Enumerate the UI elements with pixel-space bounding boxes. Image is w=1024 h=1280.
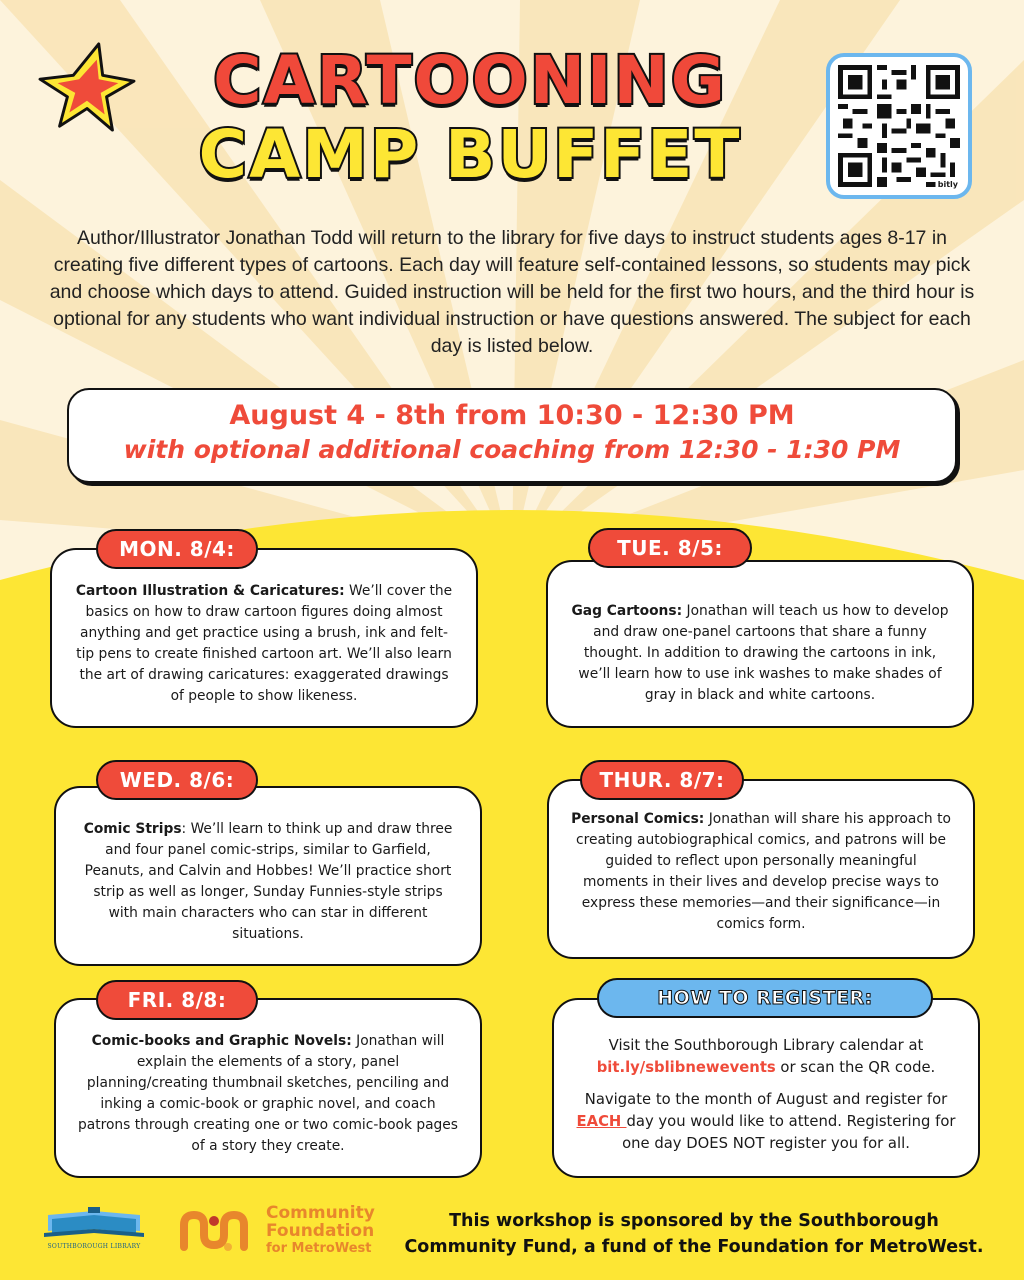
day-body: Jonathan will explain the elements of a story, panel planning/creating thumbnail sketches, penciling and inking a comic-book or graphic novel, and coach patrons through creating one or two comic-book pages of a story they create. [78, 1033, 458, 1154]
foundation-mark-icon [178, 1207, 258, 1255]
day-card-wed [54, 786, 482, 966]
register-text-4: day you would like to attend. Registering for one day DOES NOT register you for all. [622, 1113, 956, 1152]
day-heading: Comic Strips [83, 821, 182, 837]
day-card-thu [547, 779, 975, 959]
day-body: Jonathan will share his approach to creating autobiographical comics, and patrons will be guided to reflect upon personally meaningful moments in their lives and develop precise ways to express these memories—and their significance—in comics form. [576, 811, 951, 932]
title-line-2: CAMP BUFFET [198, 116, 742, 193]
community-foundation-logo [178, 1203, 378, 1259]
intro-text: Author/Illustrator Jonathan Todd will return to the library for five days to instruct students ages 8-17 in creating five different types of cartoons. Each day will feature self-contained lessons, so students may pick and choose which days to attend. Guided instruction will be held for the first two hours, and the third hour is optional for any students who want individual instruction or have questions answered. The subject for each day is listed below. [49, 227, 975, 357]
day-card-tue [546, 560, 974, 728]
register-text-3: Navigate to the month of August and register for [584, 1091, 948, 1108]
day-heading: Gag Cartoons: [571, 602, 683, 619]
register-tag: HOW TO REGISTER: [597, 978, 933, 1018]
star-icon [38, 42, 136, 134]
day-card-mon [50, 548, 478, 728]
library-book-icon [42, 1205, 146, 1239]
register-text-1: Visit the Southborough Library calendar at [608, 1037, 924, 1054]
register-each: EACH [576, 1113, 627, 1130]
day-tag-mon: MON. 8/4: [96, 529, 258, 569]
foundation-line-2: Foundation [266, 1221, 375, 1241]
southborough-library-logo [42, 1205, 146, 1253]
day-body: : We’ll learn to think up and draw three and four panel comic-strips, similar to Garfield, Peanuts, and Calvin and Hobbes! We’ll practice short strip as well as longer, Sunday Funnies-style strips with main characters who can star in different situations. [84, 821, 453, 942]
dates-optional: with optional additional coaching from 12:30 - 1:30 PM [123, 435, 901, 464]
day-tag-tue: TUE. 8/5: [588, 528, 752, 568]
library-caption: SOUTHBOROUGH LIBRARY [47, 1243, 141, 1250]
qr-code-icon [838, 65, 960, 187]
day-tag-thu: THUR. 8/7: [580, 760, 744, 800]
day-body: Jonathan will teach us how to develop and draw one-panel cartoons that share a funny thought. In addition to drawing the cartoons in ink, we’ll learn how to use ink washes to make shades of gray in black and white cartoons. [578, 602, 949, 703]
page-title [160, 44, 780, 192]
foundation-line-1: Community [266, 1203, 375, 1223]
dates-box [67, 388, 957, 483]
title-line-1: CARTOONING [213, 42, 727, 119]
day-tag-fri: FRI. 8/8: [96, 980, 258, 1020]
dates-main: August 4 - 8th from 10:30 - 12:30 PM [229, 400, 795, 431]
register-text-2: or scan the QR code. [775, 1059, 936, 1076]
foundation-line-3: for MetroWest [266, 1241, 372, 1256]
day-heading: Cartoon Illustration & Caricatures: [75, 583, 345, 599]
register-card [552, 998, 980, 1178]
register-link[interactable]: bit.ly/sblibnewevents [596, 1059, 776, 1076]
sponsor-text: This workshop is sponsored by the Southborough Community Fund, a fund of the Foundation for MetroWest. [404, 1211, 984, 1257]
day-heading: Comic-books and Graphic Novels: [91, 1033, 352, 1049]
day-heading: Personal Comics: [571, 811, 705, 827]
qr-code[interactable] [826, 53, 972, 199]
qr-caption: bitly [937, 180, 958, 189]
day-card-fri [54, 998, 482, 1178]
day-tag-wed: WED. 8/6: [96, 760, 258, 800]
day-body: We’ll cover the basics on how to draw cartoon figures doing almost anything and get practice using a brush, ink and felt-tip pens to create finished cartoon art. We’ll also learn the art of drawing caricatures: exaggerated drawings of people to show likeness. [76, 583, 453, 704]
